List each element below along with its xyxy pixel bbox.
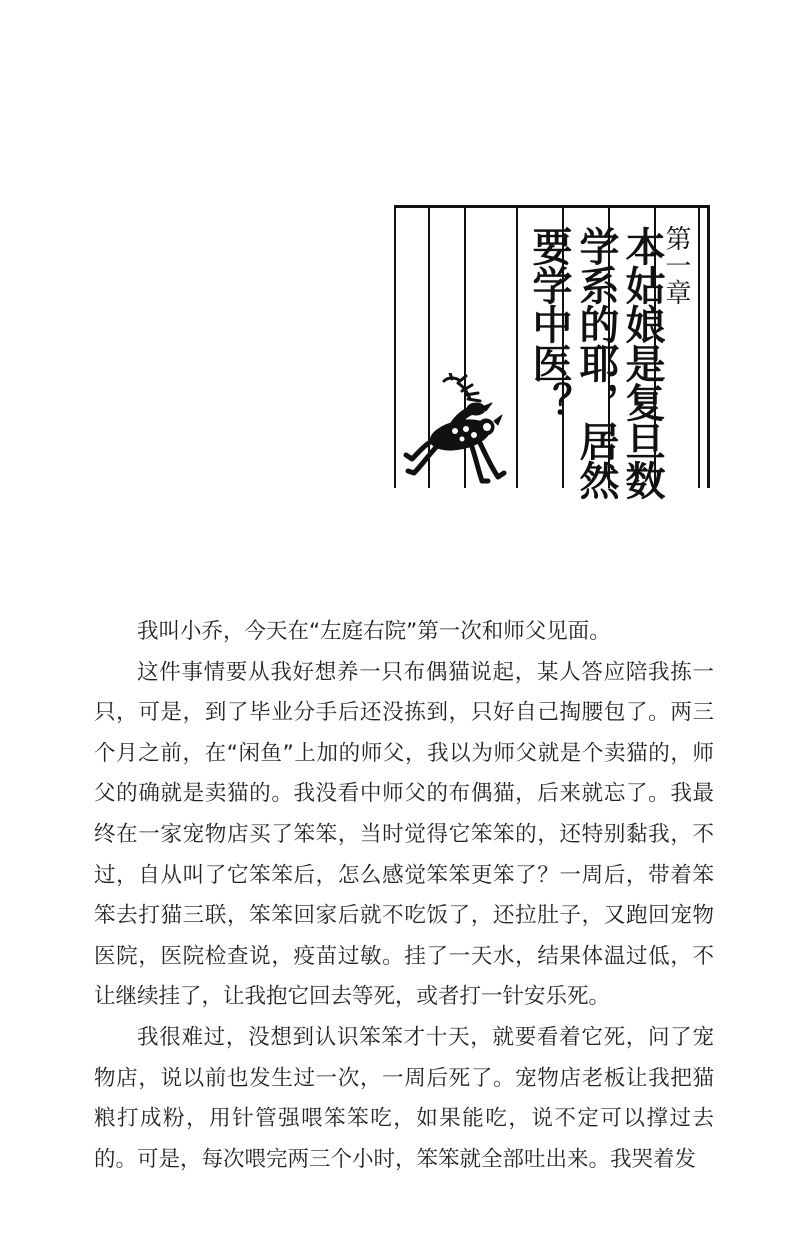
chapter-title-line-3: 要学中医？: [526, 226, 572, 421]
body-text: [94, 612, 714, 1180]
chapter-title-line-2: 学系的耶，居然: [573, 226, 619, 499]
heading-right-border: [707, 208, 710, 488]
paragraph: 我很难过，没想到认识笨笨才十天，就要看着它死，问了宠物店，说以前也发生过一次，一周后死了。宠物店老板让我把猫粮打成粉，用针管强喂笨笨吃，如果能吃，说不定可以撑过去的。可是，每次喂完两三个小时，笨笨就全部吐出来。我哭着发: [94, 1024, 714, 1172]
paragraph: 这件事情要从我好想养一只布偶猫说起，某人答应陪我拣一只，可是，到了毕业分手后还没拣到，只好自己掏腰包了。两三个月之前，在“闲鱼”上加的师父，我以为师父就是个卖猫的，师父的确就是卖猫的。我没看中师父的布偶猫，后来就忘了。我最终在一家宠物店买了笨笨，当时觉得它笨笨的，还特别黏我，不过，自从叫了它笨笨后，怎么感觉笨笨更笨了？一周后，带着笨笨去打猫三联，笨笨回家后就不吃饭了，还拉肚子，又跑回宠物医院，医院检查说，疫苗过敏。挂了一天水，结果体温过低，不让继续挂了，让我抱它回去等死，或者打一针安乐死。: [94, 659, 714, 1010]
deer-icon: [400, 373, 510, 488]
heading-column-rule: [516, 208, 518, 488]
chapter-label: 第一章: [661, 225, 691, 306]
heading-top-rule: [394, 205, 710, 208]
paragraph: 我叫小乔，今天在“左庭右院”第一次和师父见面。: [137, 619, 611, 644]
heading-column-rule: [698, 208, 700, 488]
chapter-title-line-1: 本姑娘是复旦数: [619, 226, 665, 499]
heading-column-rule: [394, 208, 396, 488]
